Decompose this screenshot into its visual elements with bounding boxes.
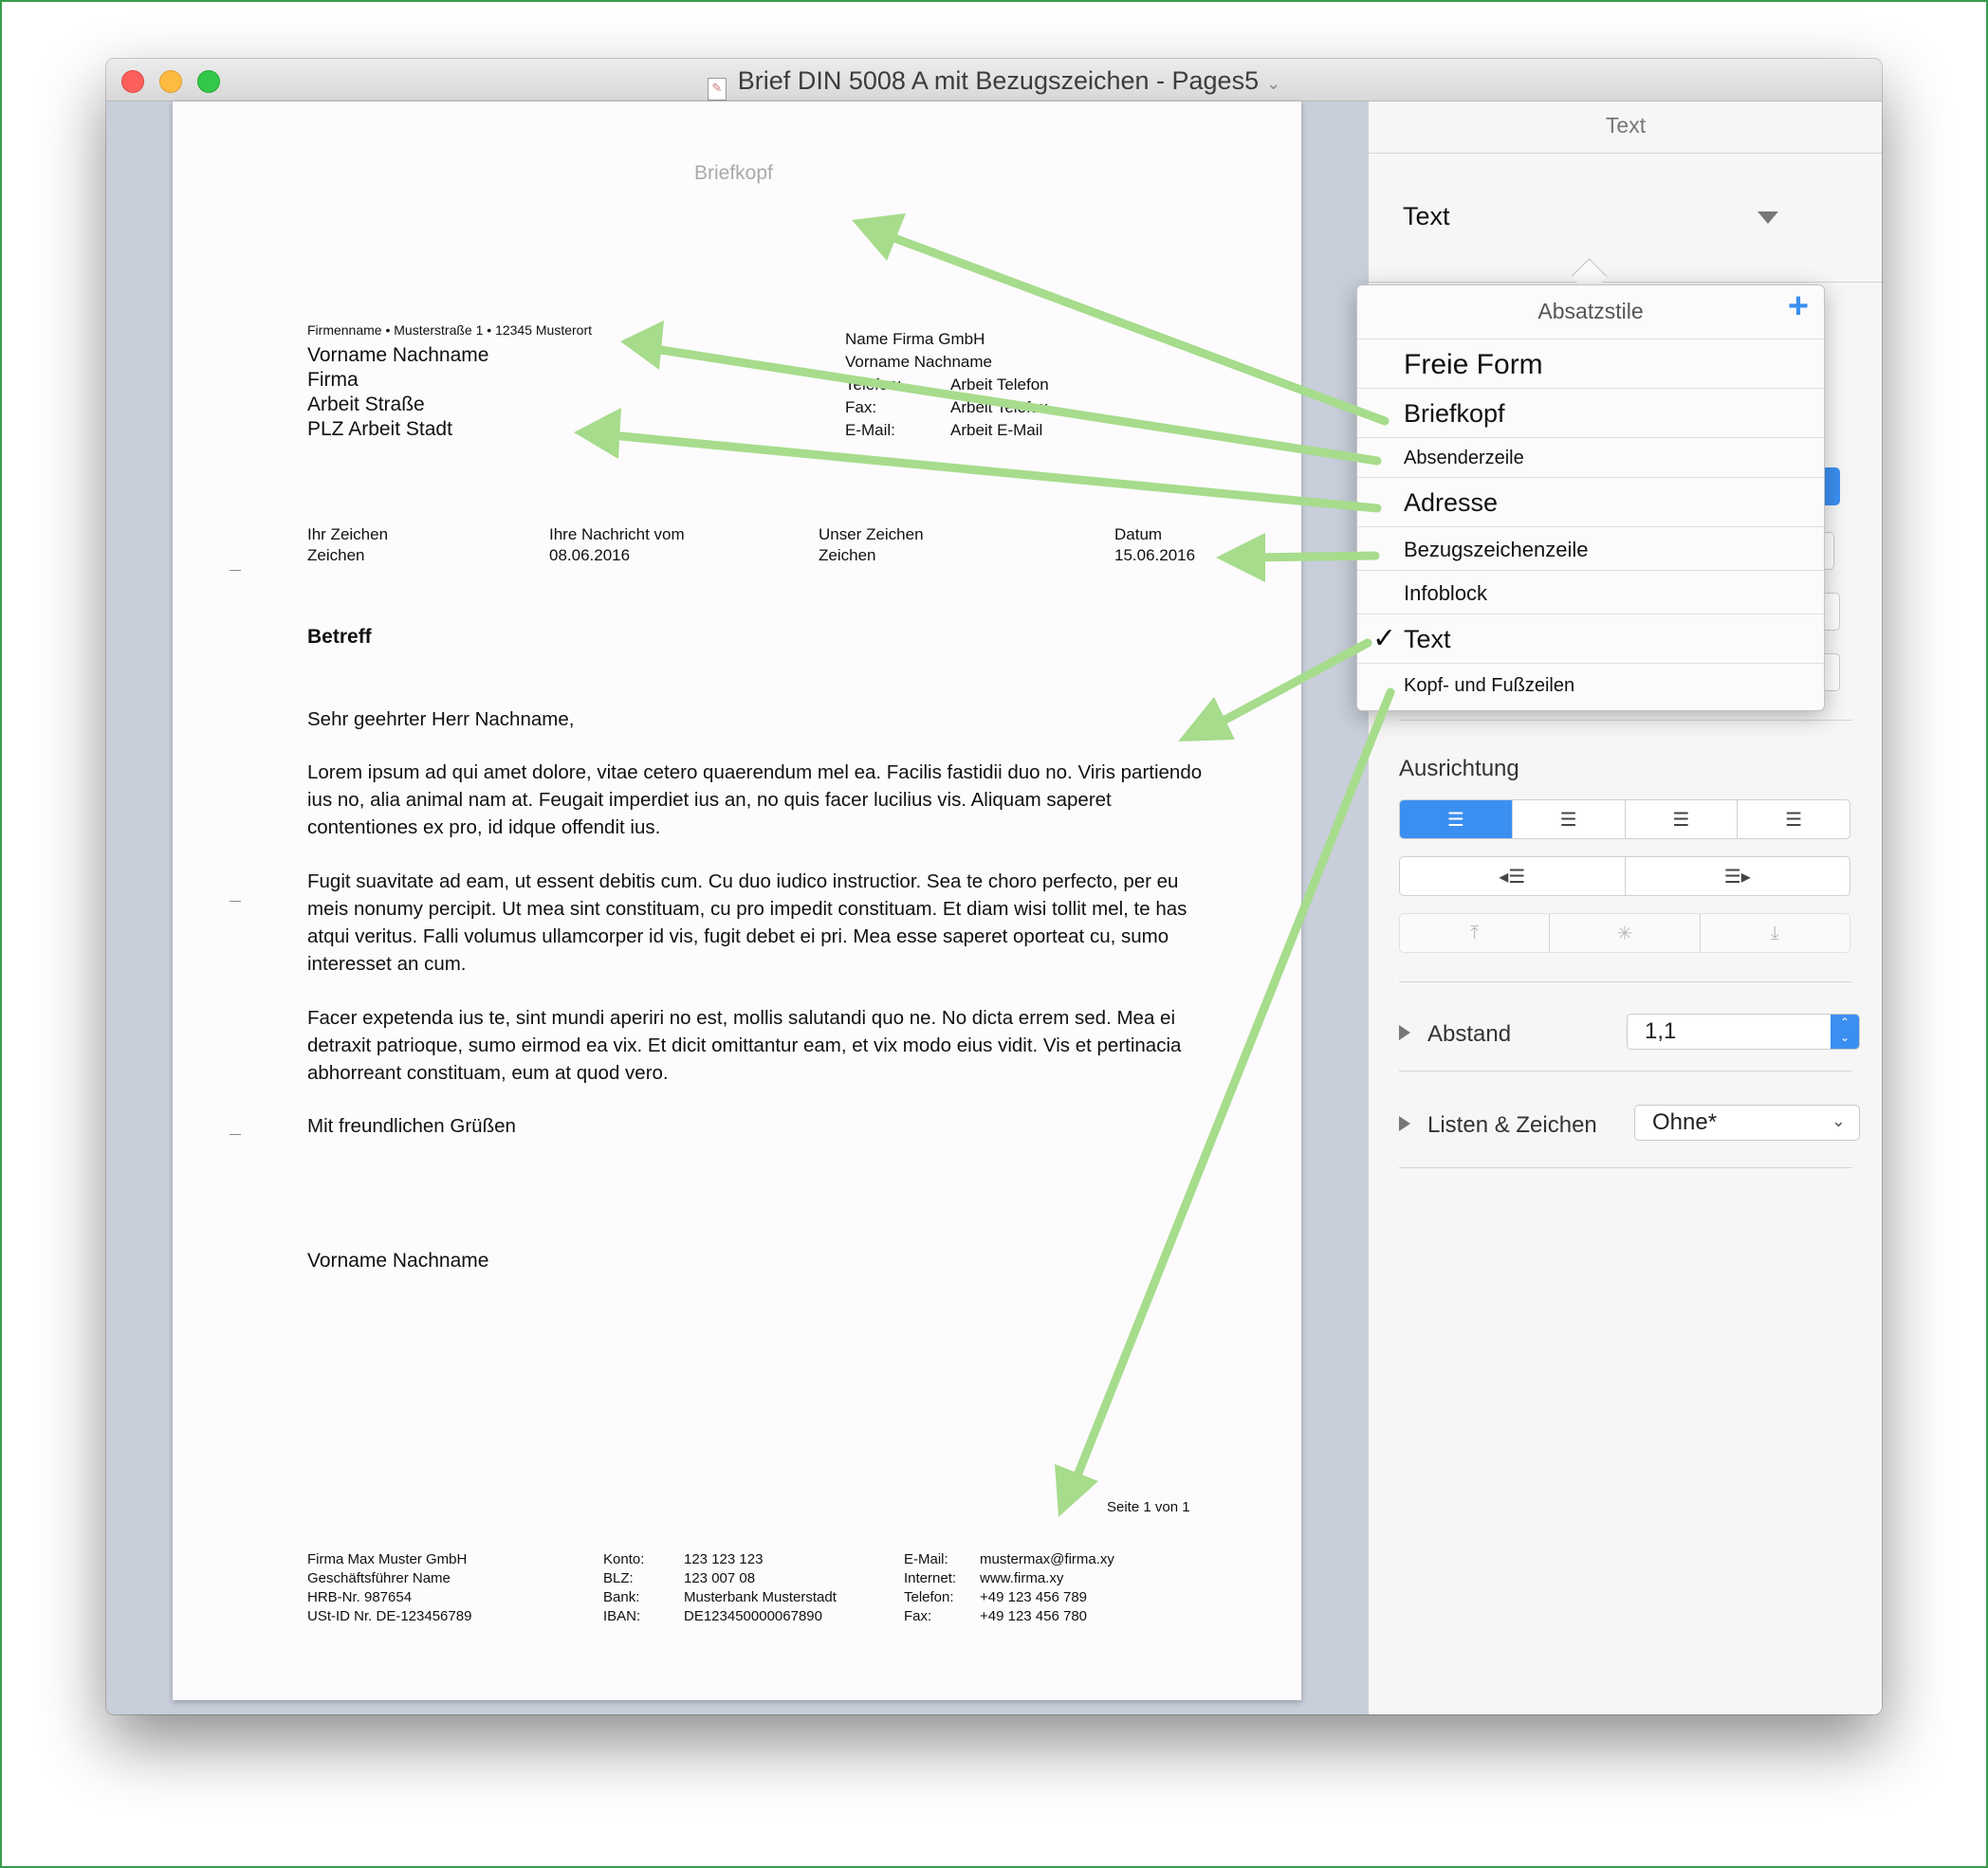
style-item-briefkopf[interactable]: Briefkopf <box>1357 388 1824 437</box>
reference-value[interactable]: Zeichen <box>307 546 365 564</box>
footer-col2-labels <box>603 1550 644 1626</box>
divider <box>1399 720 1852 721</box>
infoblock-name[interactable]: Vorname Nachname <box>845 353 992 371</box>
footer-value: 123 007 08 <box>684 1570 756 1586</box>
footer-value: mustermax@firma.xy <box>980 1551 1114 1567</box>
spacing-field[interactable]: 1,1 ⌃ ⌄ <box>1627 1014 1860 1050</box>
divider <box>1369 153 1882 154</box>
footer-value: +49 123 456 789 <box>980 1589 1088 1605</box>
infoblock-label: E-Mail: <box>845 421 895 439</box>
infoblock-value[interactable]: Arbeit E-Mail <box>950 421 1043 439</box>
spacing-label[interactable]: Abstand <box>1427 1021 1512 1047</box>
document-canvas[interactable] <box>106 101 1368 1714</box>
footer-line: Firma Max Muster GmbH <box>307 1551 468 1567</box>
style-item-adresse[interactable]: Adresse <box>1357 477 1824 526</box>
body-paragraph[interactable]: Lorem ipsum ad qui amet dolore, vitae cetero quaerendum mel ea. Facilis fastidii duo no. Viris partiendo ius no, alia animal nam at. Feugait imperdiet ius an, no quis facer lucilius vis. Aliquam saperet contentiones ex pro, id idque offendit ius. <box>307 761 1203 838</box>
lists-popup[interactable]: Ohne* ⌄ <box>1634 1105 1860 1141</box>
footer-col3-labels <box>904 1550 956 1626</box>
footer-label: Bank: <box>603 1589 640 1605</box>
footer-label: E-Mail: <box>904 1551 948 1567</box>
lists-label[interactable]: Listen & Zeichen <box>1427 1112 1597 1138</box>
title-bar[interactable] <box>106 59 1882 101</box>
footer-label: Fax: <box>904 1608 932 1624</box>
align-middle-icon[interactable]: ✳ <box>1550 914 1700 952</box>
window-title[interactable]: ✎ Brief DIN 5008 A mit Bezugszeichen - Pages5 ⌄ <box>106 66 1882 101</box>
tab-text[interactable]: Text <box>1605 113 1647 137</box>
subject[interactable]: Betreff <box>307 626 372 648</box>
align-right-icon[interactable]: ☰ <box>1626 800 1739 838</box>
reference-label: Ihr Zeichen <box>307 525 389 543</box>
body-paragraph[interactable]: Fugit suavitate ad eam, ut essent debitis cum. Cu duo iudico instructior. Sea te choro perfecto, per eu meis nonumy percipit. Ut mea sint constituam, cu pro impedit constituam. Et diam wisi tollit mel, te has atqui veritus. Falli volumus ullamcorper id vis, fugit debet ei pri. Mea esse saperet oporteat cu, sumo interesset an cum. <box>307 870 1187 975</box>
footer-label: Telefon: <box>904 1589 954 1605</box>
fold-mark <box>230 901 241 902</box>
stepper-icon[interactable]: ⌃ ⌄ <box>1831 1015 1859 1049</box>
address-line[interactable]: PLZ Arbeit Stadt <box>307 418 452 440</box>
reference-value[interactable]: 08.06.2016 <box>549 546 631 564</box>
divider <box>1399 1167 1852 1168</box>
footer-label: IBAN: <box>603 1608 641 1624</box>
style-item-text[interactable]: ✓ Text <box>1357 614 1824 663</box>
align-justify-icon[interactable]: ☰ <box>1785 809 1803 831</box>
footer-value: www.firma.xy <box>980 1570 1064 1586</box>
reference-label: Ihre Nachricht vom <box>549 525 685 543</box>
chevron-down-icon[interactable]: ⌄ <box>1266 74 1281 93</box>
body-paragraph[interactable]: Facer expetenda ius te, sint mundi aperiri no est, mollis salutandi quo ne. No dicta errem sed. Mea ei detraxit patrioque, sumo eirmod ea vix. Et dicit omittantur eam, et vix modo eius vidit. Vis et pertinacia abhorreant constituam, eum at quod vero. <box>307 1007 1182 1084</box>
address-line[interactable]: Arbeit Straße <box>307 394 425 415</box>
footer-col3-values[interactable] <box>980 1550 1114 1626</box>
indent-control <box>1399 856 1850 896</box>
footer-line: Geschäftsführer Name <box>307 1570 451 1586</box>
footer-value: DE123450000067890 <box>684 1608 822 1624</box>
checkmark-icon: ✓ <box>1372 623 1397 654</box>
infoblock-value[interactable]: Arbeit Telefax <box>950 398 1048 416</box>
style-item-absenderzeile[interactable]: Absenderzeile <box>1357 437 1824 477</box>
sender-line[interactable]: Firmenname • Musterstraße 1 • 12345 Musterort <box>307 322 593 338</box>
footer-label: Konto: <box>603 1551 645 1567</box>
footer-line: HRB-Nr. 987654 <box>307 1589 413 1605</box>
divider <box>1399 981 1852 982</box>
style-item-infoblock[interactable]: Infoblock <box>1357 570 1824 614</box>
address-line[interactable]: Vorname Nachname <box>307 344 489 366</box>
add-style-icon[interactable]: + <box>1787 286 1810 326</box>
divider <box>1369 282 1882 283</box>
paragraph-styles-popover <box>1356 284 1825 711</box>
infoblock-label: Telefon: <box>845 375 902 394</box>
closing[interactable]: Mit freundlichen Grüßen <box>307 1115 516 1137</box>
signature-name[interactable]: Vorname Nachname <box>307 1250 489 1272</box>
footer-label: Internet: <box>904 1570 957 1586</box>
footer-col1[interactable] <box>307 1550 471 1626</box>
style-item-freie-form[interactable]: Freie Form <box>1357 339 1824 388</box>
alignment-title: Ausrichtung <box>1399 756 1519 781</box>
popover-title: Absatzstile <box>1537 299 1644 323</box>
style-item-kopf-fusszeilen[interactable]: Kopf- und Fußzeilen <box>1357 663 1824 708</box>
infoblock-value[interactable]: Arbeit Telefon <box>950 375 1049 394</box>
paragraph-style-name[interactable]: Text <box>1403 202 1450 230</box>
triangle-down-icon[interactable] <box>1758 211 1778 224</box>
chevron-down-icon: ⌄ <box>1831 1111 1846 1130</box>
fold-mark <box>230 1134 241 1135</box>
align-bottom-icon[interactable]: ⤓ <box>1770 922 1779 943</box>
footer-line: USt-ID Nr. DE-123456789 <box>307 1608 472 1624</box>
alignment-control <box>1399 799 1850 839</box>
footer-label: BLZ: <box>603 1570 634 1586</box>
reference-label: Datum <box>1114 525 1163 543</box>
align-center-icon[interactable]: ☰ <box>1513 800 1626 838</box>
decrease-indent-icon[interactable]: ◂☰ <box>1400 857 1626 895</box>
reference-value[interactable]: Zeichen <box>819 546 876 564</box>
infoblock-company[interactable]: Name Firma GmbH <box>845 330 985 348</box>
footer-col2-values[interactable] <box>684 1550 837 1626</box>
align-left-icon[interactable]: ☰ <box>1400 800 1513 838</box>
footer-value: Musterbank Musterstadt <box>684 1589 837 1605</box>
header-placeholder[interactable]: Briefkopf <box>694 162 773 184</box>
disclosure-triangle-icon[interactable] <box>1399 1025 1410 1040</box>
page-number[interactable]: Seite 1 von 1 <box>1107 1499 1190 1515</box>
disclosure-triangle-icon[interactable] <box>1399 1116 1410 1131</box>
salutation[interactable]: Sehr geehrter Herr Nachname, <box>307 708 575 730</box>
vertical-align-control <box>1399 913 1850 953</box>
address-line[interactable]: Firma <box>307 369 359 391</box>
document-icon: ✎ <box>708 78 727 101</box>
align-top-icon[interactable]: ⤒ <box>1400 914 1550 952</box>
footer-value: +49 123 456 780 <box>980 1608 1088 1624</box>
increase-indent-icon[interactable]: ☰▸ <box>1723 866 1751 888</box>
infoblock-label: Fax: <box>845 398 877 416</box>
footer-value: 123 123 123 <box>684 1551 764 1567</box>
reference-label: Unser Zeichen <box>819 525 924 543</box>
style-item-bezugszeichenzeile[interactable]: Bezugszeichenzeile <box>1357 526 1824 570</box>
reference-value[interactable]: 15.06.2016 <box>1114 546 1196 564</box>
document-page[interactable] <box>173 101 1301 1700</box>
fold-mark <box>230 570 241 571</box>
